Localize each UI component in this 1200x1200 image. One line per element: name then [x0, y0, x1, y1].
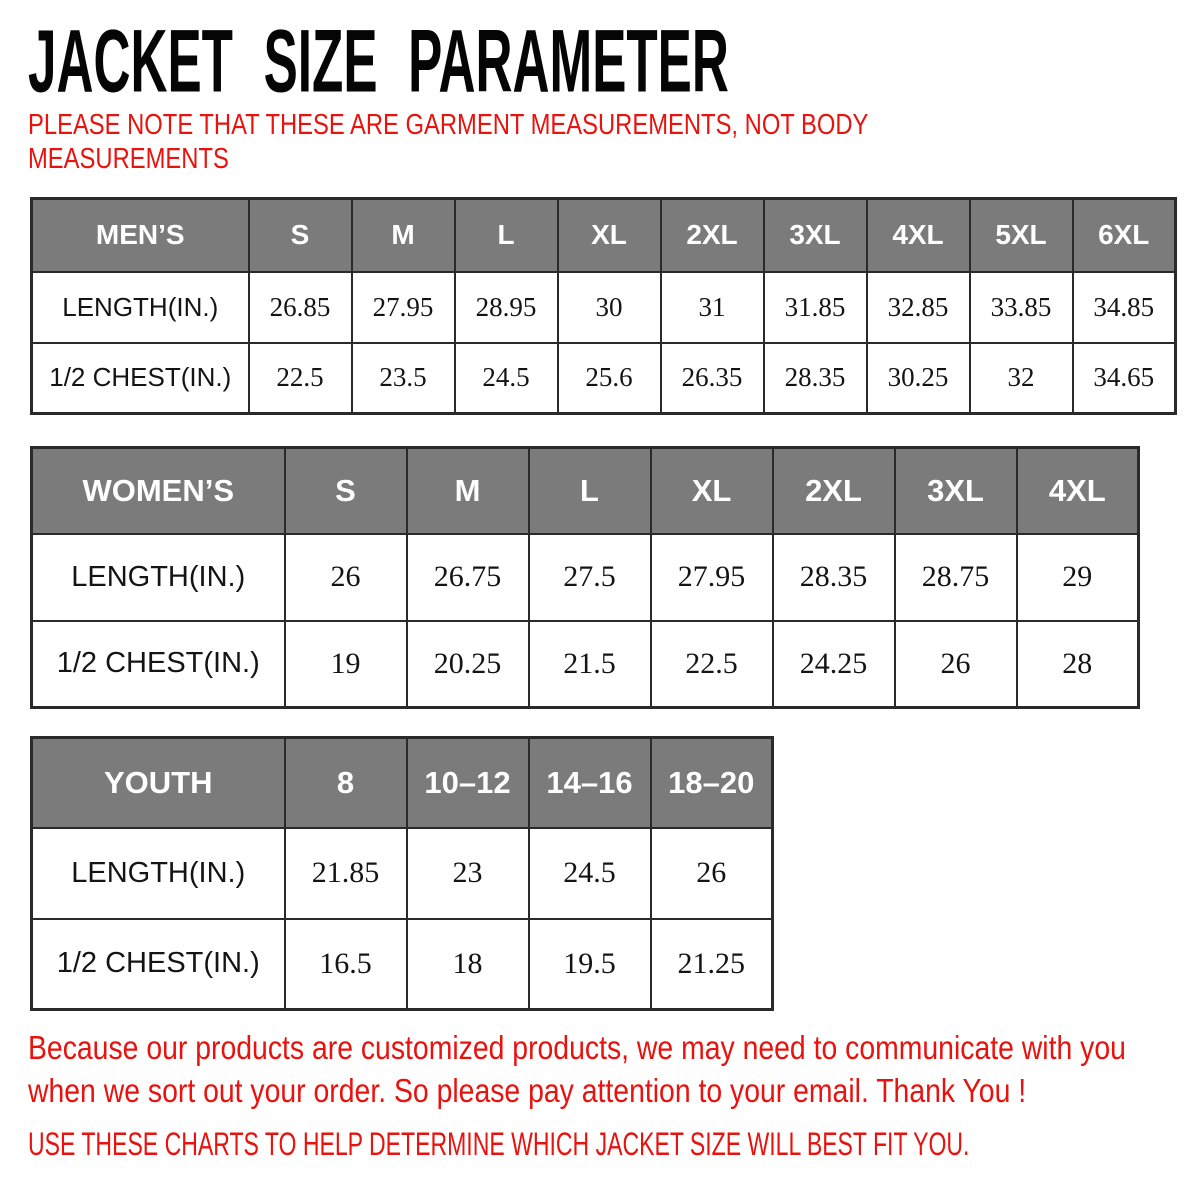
size-value: 26	[285, 534, 407, 621]
customization-notice-line-1: Because our products are customized products, we may need to communicate with you	[28, 1029, 1126, 1066]
row-label: LENGTH(IN.)	[32, 272, 249, 343]
size-column-header: S	[285, 448, 407, 534]
size-value: 19	[285, 621, 407, 708]
size-value: 26	[651, 828, 773, 919]
womens-chest-row	[32, 621, 1139, 708]
size-value: 27.5	[529, 534, 651, 621]
size-value: 28.75	[895, 534, 1017, 621]
size-value: 33.85	[970, 272, 1073, 343]
size-column-header: 18–20	[651, 738, 773, 828]
size-column-header: 3XL	[764, 199, 867, 272]
size-column-header: S	[249, 199, 352, 272]
size-value: 28	[1017, 621, 1139, 708]
youth-size-table	[30, 736, 774, 1011]
youth-header-row	[32, 738, 773, 828]
size-value: 30.25	[867, 343, 970, 414]
size-column-header: 4XL	[867, 199, 970, 272]
size-column-header: 3XL	[895, 448, 1017, 534]
row-label: 1/2 CHEST(IN.)	[32, 919, 285, 1010]
size-column-header: 2XL	[661, 199, 764, 272]
womens-header-row	[32, 448, 1139, 534]
youth-chest-row	[32, 919, 773, 1010]
chart-usage-note: USE THESE CHARTS TO HELP DETERMINE WHICH JACKET SIZE WILL BEST FIT YOU.	[28, 1126, 970, 1162]
mens-table-title: MEN’S	[32, 199, 249, 272]
size-column-header: M	[407, 448, 529, 534]
size-column-header: L	[529, 448, 651, 534]
size-value: 28.95	[455, 272, 558, 343]
womens-length-row	[32, 534, 1139, 621]
mens-length-row	[32, 272, 1176, 343]
size-column-header: L	[455, 199, 558, 272]
size-value: 27.95	[352, 272, 455, 343]
size-column-header: 14–16	[529, 738, 651, 828]
mens-header-row	[32, 199, 1176, 272]
size-value: 27.95	[651, 534, 773, 621]
size-value: 23.5	[352, 343, 455, 414]
mens-chest-row	[32, 343, 1176, 414]
size-value: 28.35	[764, 343, 867, 414]
size-column-header: 5XL	[970, 199, 1073, 272]
size-value: 26.35	[661, 343, 764, 414]
note-line-1: PLEASE NOTE THAT THESE ARE GARMENT MEASUREMENTS, NOT BODY	[28, 109, 869, 141]
size-value: 21.25	[651, 919, 773, 1010]
size-value: 16.5	[285, 919, 407, 1010]
customization-notice	[28, 1026, 1200, 1112]
size-column-header: M	[352, 199, 455, 272]
size-column-header: XL	[558, 199, 661, 272]
size-value: 34.85	[1073, 272, 1176, 343]
garment-measurement-note	[28, 108, 1053, 176]
size-value: 30	[558, 272, 661, 343]
size-value: 24.5	[455, 343, 558, 414]
size-value: 34.65	[1073, 343, 1176, 414]
size-value: 26.85	[249, 272, 352, 343]
size-value: 23	[407, 828, 529, 919]
youth-table-title: YOUTH	[32, 738, 285, 828]
size-value: 31.85	[764, 272, 867, 343]
size-value: 32.85	[867, 272, 970, 343]
size-value: 32	[970, 343, 1073, 414]
size-value: 19.5	[529, 919, 651, 1010]
customization-notice-line-2: when we sort out your order. So please pay attention to your email. Thank You !	[28, 1072, 1027, 1109]
size-column-header: 2XL	[773, 448, 895, 534]
size-value: 22.5	[249, 343, 352, 414]
row-label: 1/2 CHEST(IN.)	[32, 343, 249, 414]
size-value: 21.85	[285, 828, 407, 919]
size-value: 24.5	[529, 828, 651, 919]
size-column-header: 6XL	[1073, 199, 1176, 272]
size-value: 29	[1017, 534, 1139, 621]
size-value: 24.25	[773, 621, 895, 708]
womens-size-table	[30, 446, 1140, 709]
row-label: 1/2 CHEST(IN.)	[32, 621, 285, 708]
mens-size-table	[30, 197, 1177, 415]
note-line-2: MEASUREMENTS	[28, 143, 229, 175]
size-column-header: XL	[651, 448, 773, 534]
page-title: JACKET SIZE PARAMETER	[28, 10, 729, 111]
youth-length-row	[32, 828, 773, 919]
size-column-header: 8	[285, 738, 407, 828]
size-value: 25.6	[558, 343, 661, 414]
row-label: LENGTH(IN.)	[32, 534, 285, 621]
womens-table-title: WOMEN’S	[32, 448, 285, 534]
size-column-header: 10–12	[407, 738, 529, 828]
size-value: 31	[661, 272, 764, 343]
size-value: 20.25	[407, 621, 529, 708]
size-column-header: 4XL	[1017, 448, 1139, 534]
size-value: 26	[895, 621, 1017, 708]
size-value: 22.5	[651, 621, 773, 708]
size-value: 28.35	[773, 534, 895, 621]
row-label: LENGTH(IN.)	[32, 828, 285, 919]
size-value: 26.75	[407, 534, 529, 621]
size-value: 21.5	[529, 621, 651, 708]
size-value: 18	[407, 919, 529, 1010]
